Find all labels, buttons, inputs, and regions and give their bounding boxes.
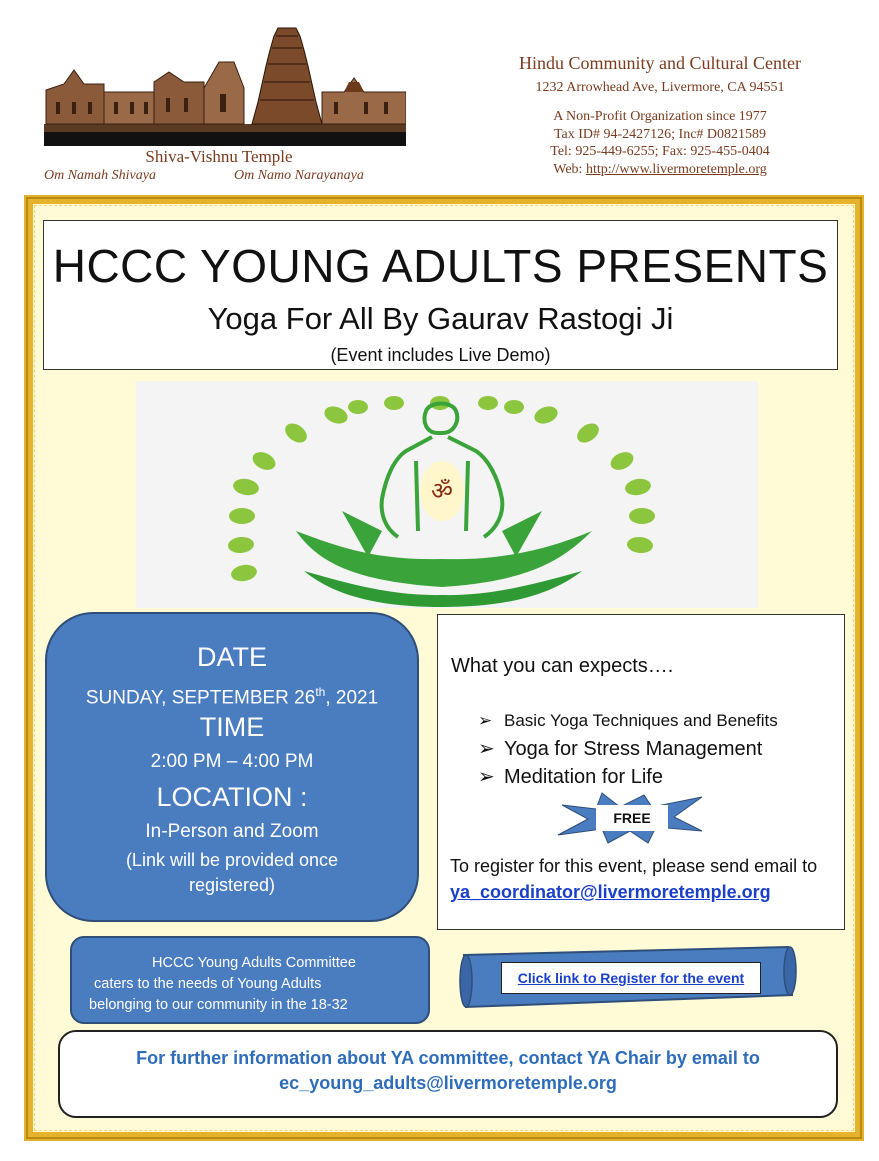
org-web-link[interactable]: http://www.livermoretemple.org [585,161,767,177]
org-web-label: Web: [553,161,586,177]
temple-logo [44,22,406,150]
org-name: Hindu Community and Cultural Center [519,53,801,73]
list-item: ➢ Meditation for Life [478,763,778,791]
committee-line: caters to the needs of Young Adults [94,976,322,992]
location-heading: LOCATION : [156,782,308,812]
event-details-box [45,612,419,922]
org-tax: Tax ID# 94-2427126; Inc# D0821589 [553,126,767,142]
yoga-meditation-image [136,381,758,608]
committee-box [70,936,430,1024]
expectations-list [478,707,778,791]
coordinator-email-link[interactable]: ya_coordinator@livermoretemple.org [450,882,771,902]
org-nonprofit: A Non-Profit Organization since 1977 [553,109,767,124]
time-value: 2:00 PM – 4:00 PM [150,751,314,772]
org-phone: Tel: 925-449-6255; Fax: 925-455-0404 [550,144,770,159]
poster-subtitle: Yoga For All By Gaurav Rastogi Ji [207,301,674,336]
title-box [43,220,838,370]
temple-name: Shiva-Vishnu Temple [145,147,293,166]
contact-email[interactable]: ec_young_adults@livermoretemple.org [279,1073,617,1093]
free-label: FREE [613,810,651,826]
org-info [470,52,850,178]
expectations-box [437,614,845,930]
date-value: SUNDAY, SEPTEMBER 26th, 2021 [85,685,379,709]
arrow-bullet-icon: ➢ [478,766,495,788]
location-note: (Link will be provided once registered) [125,850,339,895]
time-heading: TIME [199,712,265,742]
free-burst-icon [552,791,714,845]
date-heading: DATE [196,642,267,672]
poster-note: (Event includes Live Demo) [330,345,551,365]
register-instructions: To register for this event, please send email to ya_coordinator@livermoretemple.org [450,856,818,902]
committee-line: belonging to our community in the 18-32 [89,997,348,1013]
org-address: 1232 Arrowhead Ave, Livermore, CA 94551 [535,80,785,95]
committee-line: HCCC Young Adults Committee [152,955,356,971]
arrow-bullet-icon: ➢ [478,738,495,760]
expectations-heading: What you can expects…. [451,655,674,677]
contact-text: For further information about YA committee, contact YA Chair by email to [136,1048,760,1068]
org-web [470,161,850,179]
register-link[interactable]: Click link to Register for the event [517,970,745,986]
poster-title: HCCC YOUNG ADULTS PRESENTS [52,240,829,292]
register-button[interactable] [501,962,761,994]
svg-text:ॐ: ॐ [431,477,453,505]
list-item: ➢ Basic Yoga Techniques and Benefits [478,707,778,735]
contact-box [58,1030,838,1118]
arrow-bullet-icon: ➢ [478,711,493,730]
location-value: In-Person and Zoom [145,821,319,842]
list-item: ➢ Yoga for Stress Management [478,735,778,763]
mantra-right: Om Namo Narayanaya [234,168,364,183]
mantra-left: Om Namah Shivaya [44,168,156,183]
